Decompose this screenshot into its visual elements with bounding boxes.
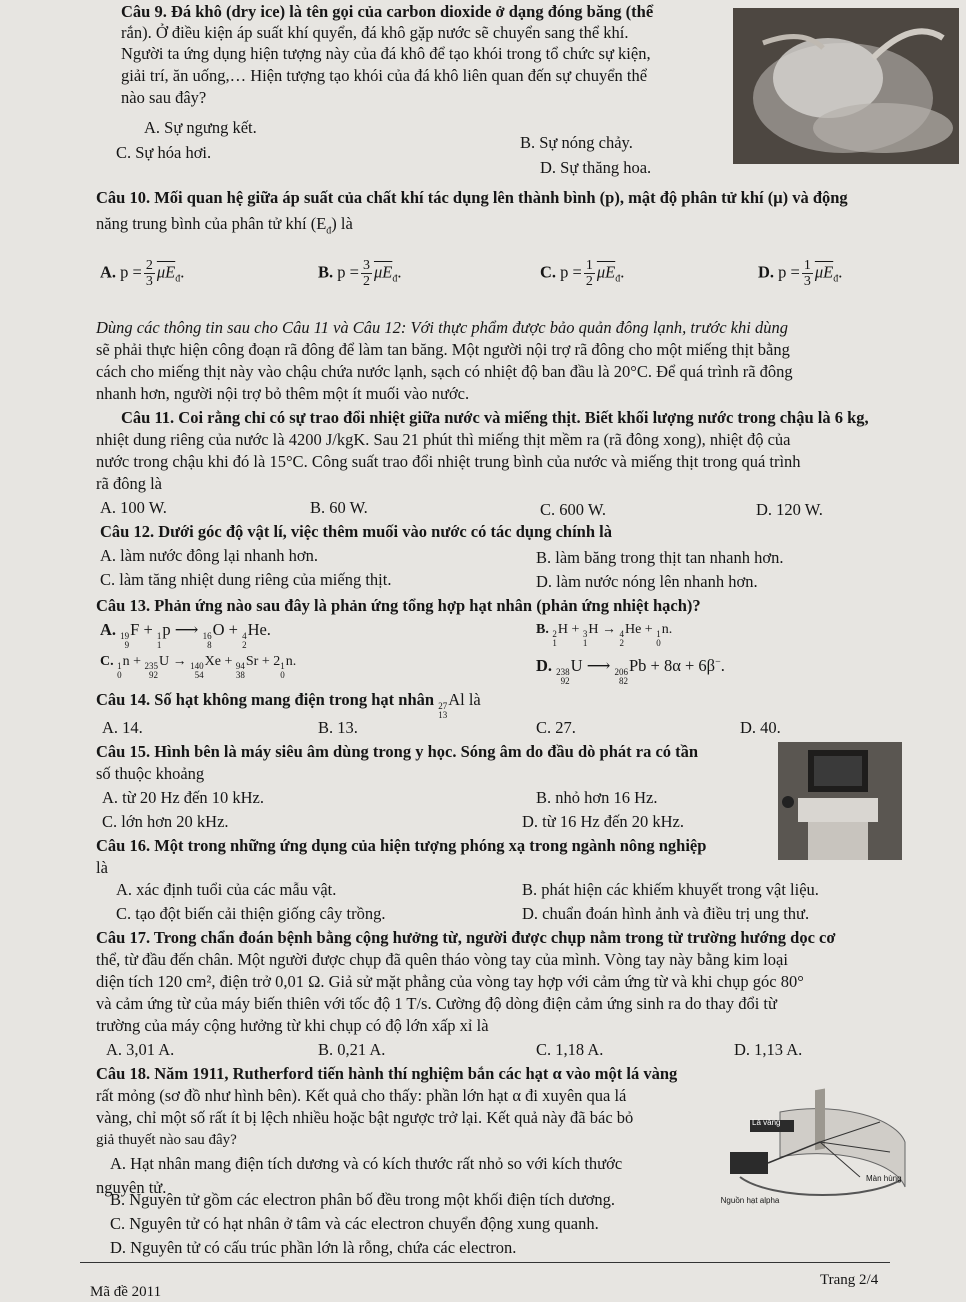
q16-line2: là	[96, 858, 108, 877]
q13-line1: Câu 13. Phản ứng nào sau đây là phản ứng tổng hợp hạt nhân (phản ứng nhiệt hạch)?	[96, 596, 701, 615]
q17-line5: trường của máy cộng hưởng từ khi chụp có độ lớn xấp xỉ là	[96, 1016, 489, 1035]
footer-divider	[80, 1262, 890, 1263]
q12-line1: Câu 12. Dưới góc độ vật lí, việc thêm muối vào nước có tác dụng chính là	[100, 522, 612, 541]
fig-label-foil: Lá vàng	[752, 1118, 781, 1127]
q17-option-d: D. 1,13 A.	[734, 1040, 803, 1059]
q11-option-d: D. 120 W.	[756, 500, 823, 519]
q9-option-b: B. Sự nóng chảy.	[520, 133, 633, 152]
fig-label-screen: Màn hùng	[866, 1174, 902, 1183]
q14-option-b: B. 13.	[318, 718, 358, 737]
q18-line4: giả thuyết nào sau đây?	[96, 1132, 237, 1148]
q11-option-a: A. 100 W.	[100, 498, 167, 517]
q12-option-c: C. làm tăng nhiệt dung riêng của miếng thịt.	[100, 570, 392, 589]
q12-option-d: D. làm nước nóng lên nhanh hơn.	[536, 572, 758, 591]
q12-option-a: A. làm nước đông lại nhanh hơn.	[100, 546, 318, 565]
exam-code: Mã đề 2011	[90, 1284, 162, 1300]
intro-line1: Dùng các thông tin sau cho Câu 11 và Câu 12: Với thực phẩm được bảo quản đông lạnh, trước khi dùng	[96, 318, 788, 337]
intro-line3: cách cho miếng thịt này vào chậu chứa nước lạnh, sạch có nhiệt độ ban đầu là 20°C. Để quá trình rã đông	[96, 362, 793, 381]
q13-option-b: B. 2 1 H + 3 1 H → 4 2 He + 1 0 n.	[536, 622, 673, 648]
q9-line2: rắn). Ở điều kiện áp suất khí quyển, đá khô gặp nước sẽ chuyển sang thể khí.	[121, 23, 629, 42]
q11-line2: nhiệt dung riêng của nước là 4200 J/kgK. Sau 21 phút thì miếng thịt mềm ra (rã đông xong), nhiệt độ của	[96, 430, 791, 449]
q15-line1: Câu 15. Hình bên là máy siêu âm dùng trong y học. Sóng âm do đầu dò phát ra có tần	[96, 742, 699, 761]
q18-option-d: D. Nguyên tử có cấu trúc phần lớn là rỗng, chứa các electron.	[110, 1238, 517, 1257]
q17-option-a: A. 3,01 A.	[106, 1040, 175, 1059]
q16-option-a: A. xác định tuổi của các mẫu vật.	[116, 880, 337, 899]
q18-line1: Câu 18. Năm 1911, Rutherford tiến hành thí nghiệm bắn các hạt α vào một lá vàng	[96, 1064, 678, 1083]
q14-option-c: C. 27.	[536, 718, 576, 737]
q17-option-b: B. 0,21 A.	[318, 1040, 386, 1059]
q15-option-a: A. từ 20 Hz đến 10 kHz.	[102, 788, 264, 807]
q9-line4: giải trí, ăn uống,… Hiện tượng tạo khói của đá khô liên quan đến sự chuyển thể	[121, 66, 648, 85]
q15-option-d: D. từ 16 Hz đến 20 kHz.	[522, 812, 684, 831]
intro-line4: nhanh hơn, người nội trợ bỏ thêm một ít muối vào nước.	[96, 384, 470, 403]
q9-line5: nào sau đây?	[121, 88, 207, 107]
q17-line1: Câu 17. Trong chẩn đoán bệnh bằng cộng hưởng từ, người được chụp nằm trong từ trường hướng dọc cơ	[96, 928, 836, 947]
q12-option-b: B. làm băng trong thịt tan nhanh hơn.	[536, 548, 784, 567]
q14-line1: Câu 14. Số hạt không mang điện trong hạt nhân 27 13 Al là	[96, 690, 481, 720]
q10-option-a: A. p = $\frac{2}{3}$ $\overline{\mu E}_đ$.	[100, 258, 185, 289]
q13-option-a: A. 19 9 F + 1 1 p ⟶ 16 8 O + 4 2 He.	[100, 620, 271, 650]
q10-line1: Câu 10. Mối quan hệ giữa áp suất của chất khí tác dụng lên thành bình (p), mật độ phân tử khí (μ) và động	[96, 188, 848, 207]
q18-option-c: C. Nguyên tử có hạt nhân ở tâm và các electron chuyển động xung quanh.	[110, 1214, 599, 1233]
q17-line2: thể, từ đầu đến chân. Một người được chụp đã quên tháo vòng tay của mình. Vòng tay này bằng kim loại	[96, 950, 788, 969]
q17-option-c: C. 1,18 A.	[536, 1040, 604, 1059]
ultrasound-graphic	[778, 742, 902, 860]
q16-option-d: D. chuẩn đoán hình ảnh và điều trị ung thư.	[522, 904, 810, 923]
q14-option-d: D. 40.	[740, 718, 781, 737]
q11-option-b: B. 60 W.	[310, 498, 368, 517]
q18-option-a: A. Hạt nhân mang điện tích dương và có kích thước rất nhỏ so với kích thước	[110, 1154, 623, 1173]
q11-line4: rã đông là	[96, 474, 162, 493]
q18-option-a-cont: nguyên tử.	[96, 1178, 167, 1197]
q9-option-d: D. Sự thăng hoa.	[540, 158, 652, 177]
q18-option-b: B. Nguyên tử gồm các electron phân bố đều trong một khối điện tích dương.	[110, 1190, 616, 1209]
q16-line1: Câu 16. Một trong những ứng dụng của hiện tượng phóng xạ trong ngành nông nghiệp	[96, 836, 707, 855]
q16-option-b: B. phát hiện các khiếm khuyết trong vật liệu.	[522, 880, 819, 899]
dry-ice-photo	[733, 8, 959, 164]
q15-option-b: B. nhỏ hơn 16 Hz.	[536, 788, 658, 807]
dry-ice-photo-graphic	[733, 8, 959, 164]
q10-option-d: D. p = $\frac{1}{3}$ $\overline{\mu E}_đ$.	[758, 258, 843, 289]
ultrasound-machine-photo	[778, 742, 902, 860]
q9-line1: Câu 9. Đá khô (dry ice) là tên gọi của carbon dioxide ở dạng đóng băng (thể	[121, 2, 654, 21]
q17-line3: diện tích 120 cm², điện trở 0,01 Ω. Giả sử mặt phẳng của vòng tay hợp với cảm ứng từ và khi chụp góc 80°	[96, 972, 804, 991]
q11-line3: nước trong chậu khi đó là 15°C. Công suất trao đổi nhiệt trung bình của nước và miếng thịt trong quá trình	[96, 452, 801, 471]
q11-option-c: C. 600 W.	[540, 500, 607, 519]
q10-option-c: C. p = $\frac{1}{2}$ $\overline{\mu E}_đ$.	[540, 258, 625, 289]
q18-line2: rất mỏng (sơ đồ như hình bên). Kết quả cho thấy: phần lớn hạt α đi xuyên qua lá	[96, 1086, 627, 1105]
q10-line2: năng trung bình của phân tử khí $(E_đ)$ là	[96, 214, 353, 237]
q9-option-c: C. Sự hóa hơi.	[116, 143, 212, 162]
page-number: Trang 2/4	[820, 1272, 879, 1288]
q11-line1: Câu 11. Coi rằng chỉ có sự trao đổi nhiệt giữa nước và miếng thịt. Biết khối lượng nước trong chậu là 6 kg,	[121, 408, 869, 427]
q18-line3: vàng, chỉ một số rất ít bị lệch nhiều hoặc bật ngược trở lại. Kết quả này đã bác bỏ	[96, 1108, 634, 1127]
q15-option-c: C. lớn hơn 20 kHz.	[102, 812, 229, 831]
q13-option-c: C. 1 0 n + 235 92 U → 140 54 Xe + 94 38 Sr + 2 1 0 n.	[100, 654, 297, 680]
q14-option-a: A. 14.	[102, 718, 143, 737]
q10-option-b: B. p = $\frac{3}{2}$ $\overline{\mu E}_đ$.	[318, 258, 402, 289]
q9-line3: Người ta ứng dụng hiện tượng này của đá khô để tạo khói trong tổ chức sự kiện,	[121, 44, 651, 63]
q9-option-a: A. Sự ngưng kết.	[144, 118, 257, 137]
q13-option-d: D. 238 92 U ⟶ 206 82 Pb + 8α + 6β−.	[536, 656, 725, 686]
intro-line2: sẽ phải thực hiện công đoạn rã đông để làm tan băng. Một người nội trợ rã đông cho một miếng thịt bằng	[96, 340, 790, 359]
q15-line2: số thuộc khoảng	[96, 764, 205, 783]
rutherford-diagram	[720, 1082, 910, 1222]
fig-label-source: Nguồn hạt alpha	[720, 1196, 780, 1205]
q17-line4: và cảm ứng từ của máy biến thiên với tốc độ 1 T/s. Cường độ dòng điện cảm ứng sinh ra do thay đổi từ	[96, 994, 777, 1013]
q16-option-c: C. tạo đột biến cải thiện giống cây trồng.	[116, 904, 386, 923]
